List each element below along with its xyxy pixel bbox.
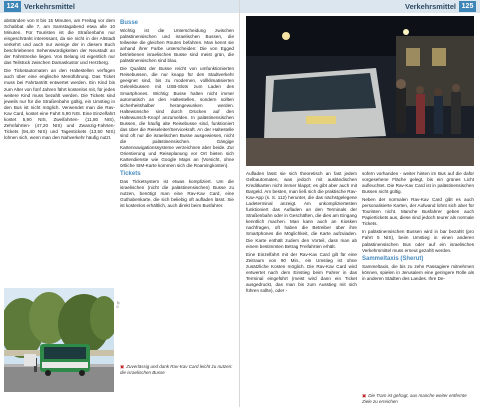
bus-photo (4, 288, 114, 392)
photo-credit: © gr (116, 301, 120, 308)
right-header-title: Verkehrsmittel (405, 2, 456, 11)
busse-heading: Busse (120, 20, 139, 26)
right-col2-paragraph-1: sofern vorhanden - weiter hinten im Bus auf die dafür vorgesehene Fläche gelegt, bis ein grünes Licht aufleuchtet. Die Rav-Kav Card ist in palästinensischen Bussen nicht gültig. (362, 171, 474, 195)
right-page (240, 0, 480, 407)
left-header-title: Verkehrsmittel (24, 2, 75, 11)
left-col2-paragraph-2: Die Qualität der Busse reicht von umfunktionierten Reisebussen, die nur knapp für den Stadtverkehr geeignet sind, bis zu modernen, vollklimatisierten Gelenkbussen mit USB-Slots zum Laden des Smartphones. Wichtig: Busse halten nicht immer automatisch an den Haltestellen, sondern sollten sicherheitshalber herangewunken werden. Haltewünsche sind durch Drücken auf den Haltewunsch-Knopf anzumelden. In palästinensischen Bussen, die häufig alte Reisebusse sind, funktioniert das über die Reiseleiter/Servicekraft. An der Haltestelle sind oft nur die israelischen Busse ausgewiesen, nicht die palästinensischen. Gängige Kartennavigationssysteme verzeichnen aber beide. Zur Orientierung und Reiseplanung vor Ort bieten sich Kartendienste wie Google Maps an (Vorsicht, ohne örtliche SIM-Karte kommen sich die Roamingkosten). (120, 66, 234, 169)
tram-caption: ▣ Die Tram ist gefragt, aus manche weiter entfernte Ziele zu erreichen (362, 393, 467, 404)
right-page-number: 125 (459, 1, 476, 12)
right-col1-paragraph-2: Eine Einzelfahrt mit der Rav-Kav Card gilt für eine Zeitraum von 90 Min., ein Umstieg ist ohne zusätzliche Kosten möglich. Die Rav-Kav Card wird entwertet nach dem Einstieg beim Fahrer in das Terminal eingeführt (meist wird dann ein Ticket ausgedruckt, das man bis zum Ausstieg mit sich führen sollte), oder - (246, 251, 357, 293)
tickets-heading: Tickets (120, 171, 141, 178)
right-col2-paragraph-4: Sammeltaxis, die bis zu zehn Passagiere mitnehmen können, spielen in Jerusalem eine geringere Rolle als in anderen Städten des Landes. Ihre De- (362, 263, 474, 281)
left-column-2 (120, 18, 234, 209)
right-column-1 (246, 171, 357, 294)
camera-icon: ▣ (120, 364, 125, 369)
tram-photo (246, 16, 474, 166)
sammeltaxis-heading: Sammeltaxis (Sherut) (362, 255, 424, 262)
right-page-header (240, 0, 480, 13)
right-column-2 (362, 171, 474, 282)
camera-icon: ▣ (362, 393, 367, 398)
left-col2-paragraph-3: Das Ticketsystem ist etwas kompliziert. Um die israelischen (nicht die palästinensischen) Busse zu nutzen, benötigt man eine Rav-Kav Card, eine Guthabenkarte, die sich beliebig oft aufladen lässt. Sie ist kostenlos erhältlich, auch direkt beim Busfahrer. (120, 179, 234, 209)
left-col1-paragraph-2: Die Ticketautomaten an den Haltestellen verfügen auch über eine englische Menüführung. Das Ticket muss bei Fahrtantritt entwertet werden. Ein Kind bis zum Alter von fünf Jahren fährt kostenlos mit, für jedes weitere Kind muss bezahlt werden. Die Tickets sind jeweils nur für die Straßenbahn gültig, ein Umstieg in den Bus ist nicht möglich. Verwendet man die Rav-Kav Card, kostet eine Fahrt 5,90 NIS. Eine Einzelfahrt kostet 5,90 NIS, Zweifahrten- (11,80 NIS), Zehnfahrten- (47,20 NIS) und Zwanzig-Fahrten-Tickets (94,40 NIS) und Tagestickets (13,50 NIS) lohnen sich, wenn man den Nahverkehr häufig nutzt. (4, 68, 115, 140)
right-col2-paragraph-3: In palästinensischen Bussen wird in bar bezahlt (pro Fahrt 5 NIS), beim Umstieg in einen anderen palästinensischen Bus oder auf ein israelisches Verkehrsmittel muss erneut gezahlt werden. (362, 229, 474, 253)
right-col1-paragraph-1: Aufladen lässt sie sich theoretisch an fast jedem Gelbautomaten, was jedoch mit ausländischen Kreditkarten nicht immer klappt; es gibt aber auch mit Bargeld. Am besten, man ließ sich die praktische Rav-Kav-App (s. S. 112) herunter, die das nächstgelegene Ladeterminal anzeigt. Am unkompliziertesten funktioniert das Aufladen an den Terminals der Straßenbahn oder in Geschäften, die dies am Eingang kenntlich machen. Man kann auch an Kiosken nachfragen, oft haben die Betreiber über ihre Smartphones die Möglichkeit, die Karte aufzuladen. Die Karte enthält zudem den Vorteil, dass man ab einem bestimmten Betrag Freifahrten erhält. (246, 171, 357, 249)
left-col2-paragraph-1: Wichtig ist die Unterscheidung zwischen palästinensischen und israelischen Bussen, die teilweise die gleichen Routen befahren. Man kennt sie anhand ihrer Farbe unterscheiden: Die von Egged betriebenen israelischen Busse sind meist grün, die palästinensischen sind blau. (120, 28, 234, 64)
left-col1-paragraph-1: abständen von 8 bis 15 Minuten, am Freitag vor dem Schabbat alle 7, am Samstagabend etwa alle 10 Minuten. Für Touristen ist die Straßenbahn nur eingeschränkt interessant, da sie nicht in der Altstadt verkehrt und auch nur wenige der in diesem Buch beschriebenen Sehenswürdigkeiten der Neustadt an der Fahrstrecke liegen. Von Belang ist eigentlich nur das Teilstück zwischen Damaskustor und Herzberg. (4, 18, 115, 66)
left-page-number: 124 (4, 1, 21, 12)
left-page-header (0, 0, 240, 13)
left-column-1 (4, 18, 115, 141)
bus-caption: ▣ Zuverlässig und dank Rav-Kav Card leicht zu nutzen: die israelischen Busse (120, 364, 233, 375)
right-col2-paragraph-2: Neben der normalen Rav-Kav Card gibt es auch personalisierte Karten, der Aufwand lohnt sich aber für Touristen nicht. Manche Busfahrer geben auch Papiertickets aus, diese sind jedoch teurer als normale Tickets. (362, 197, 474, 227)
